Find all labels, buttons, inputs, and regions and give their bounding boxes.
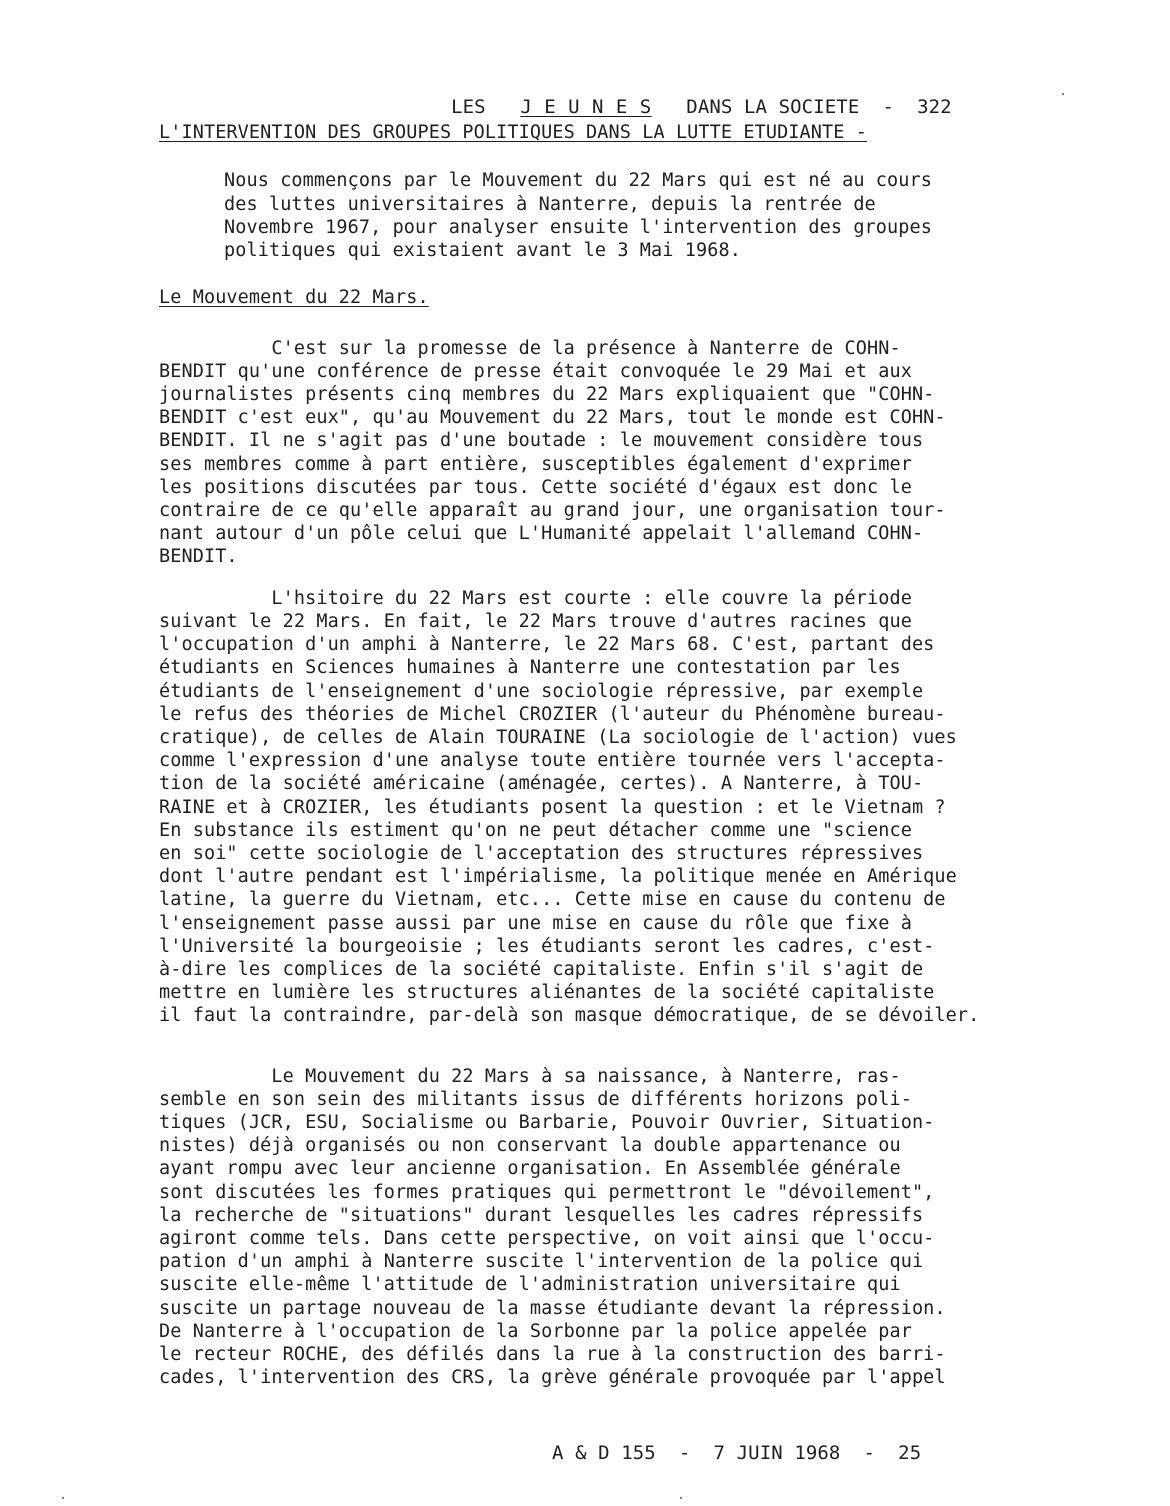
scan-speck (680, 1497, 682, 1499)
text-line: journalistes présents cinq membres du 22 Mars expliquaient que "COHN- (159, 384, 935, 405)
text-line: nant autour d'un pôle celui que L'Humanité appelait l'allemand COHN- (159, 523, 924, 544)
text-line: à-dire les complices de la société capitaliste. Enfin s'il s'agit de (159, 959, 924, 980)
header-word-underlined: J E U N E S (520, 96, 652, 118)
text-line: comme l'expression d'une analyse toute entière tournée vers l'accepta- (159, 750, 946, 771)
text-line: BENDIT. (159, 546, 238, 567)
text-line: pation d'un amphi à Nanterre suscite l'intervention de la police qui (159, 1251, 924, 1272)
text-line: les positions discutées par tous. Cette société d'égaux est donc le (159, 477, 912, 498)
text-line: En substance ils estiment qu'on ne peut détacher comme une "science (159, 820, 912, 841)
text-line: cratique), de celles de Alain TOURAINE (La sociologie de l'action) vues (159, 727, 957, 748)
text-line: en soi" cette sociologie de l'acceptation des structures répressives (159, 843, 924, 864)
intro-line: Novembre 1967, pour analyser ensuite l'intervention des groupes (224, 217, 932, 238)
text-line: ayant rompu avec leur ancienne organisation. En Assemblée générale (159, 1158, 901, 1179)
section-heading: Le Mouvement du 22 Mars. (159, 287, 429, 308)
text-line: l'occupation d'un amphi à Nanterre, le 22 Mars 68. C'est, partant des (159, 634, 935, 655)
text-line: L'hsitoire du 22 Mars est courte : elle couvre la période (159, 588, 912, 609)
page-number: 322 (917, 96, 952, 118)
text-line: BENDIT qu'une conférence de presse était convoquée le 29 Mai et aux (159, 361, 912, 382)
text-line: le recteur ROCHE, des défilés dans la rue à la construction des barri- (159, 1344, 946, 1365)
text-line: l'Université la bourgeoisie ; les étudiants seront les cadres, c'est- (159, 936, 935, 957)
scan-speck (62, 1497, 64, 1499)
text-line: mettre en lumière les structures aliénantes de la société capitaliste (159, 982, 935, 1003)
scan-speck (1062, 93, 1064, 95)
text-line: sont discutées les formes pratiques qui permettront le "dévoilement", (159, 1182, 935, 1203)
text-line: contraire de ce qu'elle apparaît au grand jour, une organisation tour- (159, 500, 946, 521)
text-line: la recherche de "situations" durant lesquelles les cadres répressifs (159, 1205, 924, 1226)
footer: A & D 155 - 7 JUIN 1968 - 25 (552, 1442, 922, 1464)
text-line: semble en son sein des militants issus de différents horizons poli- (159, 1089, 912, 1110)
text-line: dont l'autre pendant est l'impérialisme, la politique menée en Amérique (159, 866, 957, 887)
text-line: ses membres comme à part entière, susceptibles également d'exprimer (159, 454, 912, 475)
text-line: RAINE et à CROZIER, les étudiants posent la question : et le Vietnam ? (159, 797, 946, 818)
text-line: De Nanterre à l'occupation de la Sorbonne par la police appelée par (159, 1321, 912, 1342)
header-word (520, 96, 651, 118)
text-line: agiront comme tels. Dans cette perspective, on voit ainsi que l'occu- (159, 1228, 935, 1249)
text-line: tion de la société américaine (aménagée, certes). A Nanterre, à TOU- (159, 773, 924, 794)
text-line: le refus des théories de Michel CROZIER (l'auteur du Phénomène bureau- (159, 704, 946, 725)
page-title: L'INTERVENTION DES GROUPES POLITIQUES DANS LA LUTTE ETUDIANTE - (159, 122, 867, 143)
header-suffix: DANS LA SOCIETE (686, 96, 860, 118)
header-prefix: LES (451, 96, 486, 118)
text-line: l'enseignement passe aussi par une mise en cause du rôle que fixe à (159, 913, 912, 934)
intro-line: politiques qui existaient avant le 3 Mai 1968. (224, 240, 741, 261)
header-dash: - (882, 96, 895, 118)
text-line: Le Mouvement du 22 Mars à sa naissance, à Nanterre, ras- (159, 1066, 901, 1087)
text-line: étudiants de l'enseignement d'une sociologie répressive, par exemple (159, 681, 924, 702)
text-line: étudiants en Sciences humaines à Nanterre une contestation par les (159, 657, 901, 678)
text-line: latine, la guerre du Vietnam, etc... Cette mise en cause du contenu de (159, 889, 946, 910)
text-line: tiques (JCR, ESU, Socialisme ou Barbarie, Pouvoir Ouvrier, Situation- (159, 1112, 935, 1133)
intro-line: des luttes universitaires à Nanterre, depuis la rentrée de (224, 194, 876, 215)
text-line: BENDIT c'est eux", qu'au Mouvement du 22 Mars, tout le monde est COHN- (159, 407, 946, 428)
running-header (428, 74, 952, 118)
text-line: C'est sur la promesse de la présence à Nanterre de COHN- (159, 338, 901, 359)
text-line: cades, l'intervention des CRS, la grève générale provoquée par l'appel (159, 1367, 946, 1388)
text-line: BENDIT. Il ne s'agit pas d'une boutade : le mouvement considère tous (159, 430, 924, 451)
text-line: il faut la contraindre, par-delà son masque démocratique, de se dévoiler. (159, 1005, 980, 1026)
text-line: suscite elle-même l'attitude de l'administration universitaire qui (159, 1274, 901, 1295)
text-line: suscite un partage nouveau de la masse étudiante devant la répression. (159, 1298, 946, 1319)
text-line: suivant le 22 Mars. En fait, le 22 Mars trouve d'autres racines que (159, 611, 912, 632)
text-line: nistes) déjà organisés ou non conservant la double appartenance ou (159, 1135, 901, 1156)
intro-line: Nous commençons par le Mouvement du 22 Mars qui est né au cours (224, 170, 932, 191)
